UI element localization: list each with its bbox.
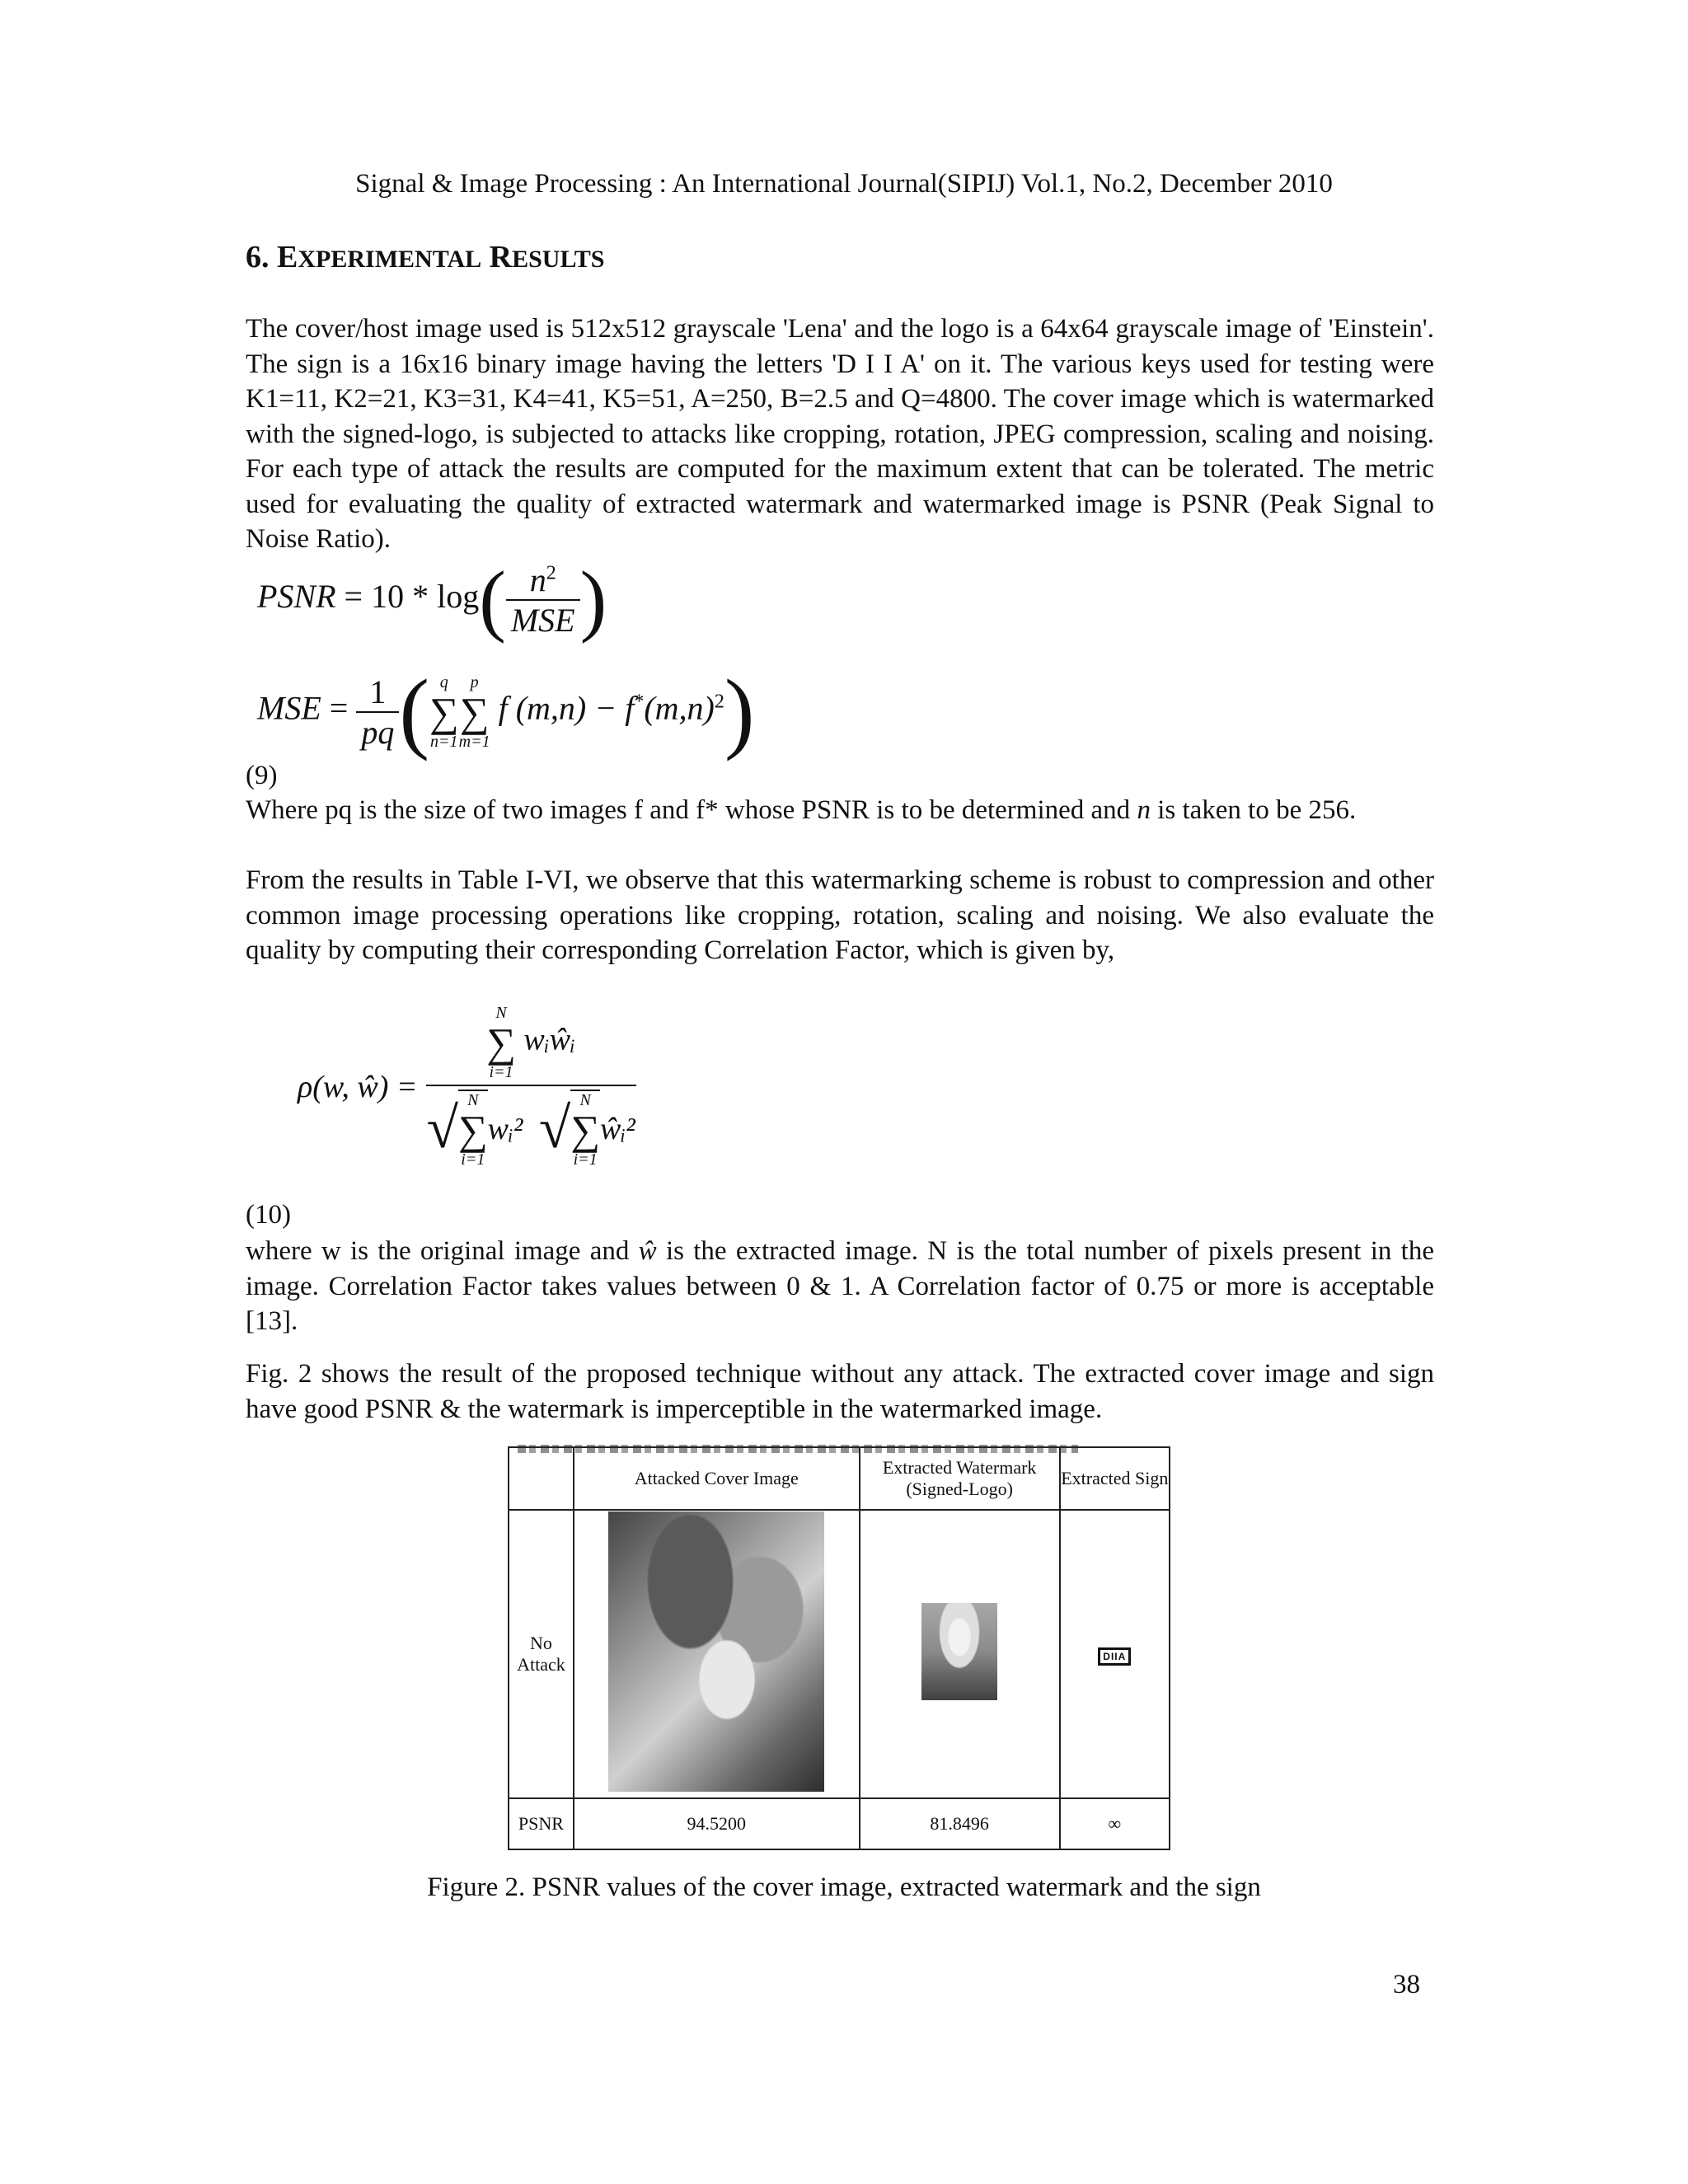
equation-psnr: PSNR = 10 * log( $\frac{n^2}{\text{MSE}}$ ) [257,555,607,644]
paragraph-pq: Where pq is the size of two images f and f* whose PSNR is to be determined and n is taken to be 256. [246,795,1357,825]
section-title: EXPERIMENTAL RESULTS [277,240,605,274]
watermark-cell [860,1510,1060,1797]
lena-image [608,1511,824,1792]
equation-mse: MSE = $\frac{1}{pq}$ ( q ∑ n=1 p ∑ m=1 f $(m,n) - f^*(m,n)^2$) [257,661,755,762]
section-heading [246,239,604,275]
sign-cell [1060,1510,1170,1797]
table-header-watermark: Extracted Watermark (Signed-Logo) [860,1447,1060,1510]
paragraph-results: From the results in Table I-VI, we observe that this watermarking scheme is robust to compression and other common image processing operations like cropping, rotation, scaling and noising. We also evaluate the quality by computing their corresponding Correlation Factor, which is given by, [246,865,1434,965]
psnr-watermark: 81.8496 [860,1798,1060,1849]
running-header: Signal & Image Processing : An International Journal(SIPIJ) Vol.1, No.2, December 2010 [355,169,1333,199]
eq-psnr-equals: = 10 * log [344,578,480,616]
paragraph-fig2: Fig. 2 shows the result of the proposed technique without any attack. The extracted cover image and sign have good PSNR & the watermark is imperceptible in the watermarked image. [246,1359,1434,1424]
page-number: 38 [1393,1970,1420,1999]
equation-correlation: ρ(w, ŵ) = N ∑ i=1 wᵢŵᵢ √ N ∑ i=1 wᵢ² √ N ∑ i=1 ŵᵢ² [298,1004,635,1169]
table-header-cover: Attacked Cover Image [574,1447,860,1510]
equation-number-9: (9) [246,761,278,790]
equation-number-10: (10) [246,1200,291,1230]
table-row-label: No Attack [509,1510,574,1797]
eq-psnr-fraction: $\frac{n^2}{\text{MSE}}$ [506,560,580,640]
einstein-image [921,1603,997,1700]
cover-image-cell [574,1510,860,1797]
section-number: 6. [246,240,270,274]
eq-mse-lhs: MSE [257,689,321,727]
sign-image: DIIA [1098,1647,1131,1666]
figure-2-table [508,1446,1170,1850]
figure-caption: Figure 2. PSNR values of the cover image, extracted watermark and the sign [427,1872,1261,1902]
table-header-sign: Extracted Sign [1060,1447,1170,1510]
eq-psnr-lhs: PSNR [257,578,336,616]
psnr-label: PSNR [509,1798,574,1849]
psnr-sign: ∞ [1060,1798,1170,1849]
table-header-empty [509,1447,574,1510]
psnr-cover: 94.5200 [574,1798,860,1849]
paragraph-intro: The cover/host image used is 512x512 grayscale 'Lena' and the logo is a 64x64 grayscale image of 'Einstein'. The sign is a 16x16 binary image having the letters 'D I I A' on it. The various keys used for testing were K1=11, K2=21, K3=31, K4=41, K5=51, A=250, B=2.5 and Q=4800. The cover image which is watermarked with the signed-logo, is subjected to attacks like cropping, rotation, JPEG compression, scaling and noising. For each type of attack the results are computed for the maximum extent that can be tolerated. The metric used for evaluating the quality of extracted watermark and watermarked image is PSNR (Peak Signal to Noise Ratio). [246,314,1434,554]
eq-rho-lhs: ρ(w, ŵ) = [298,1069,418,1104]
paragraph-correlation: where w is the original image and ŵ is the extracted image. N is the total number of pixels present in the image. Correlation Factor takes values between 0 & 1. A Correlation factor of 0.75 or more is acceptable [13]. [246,1236,1434,1336]
